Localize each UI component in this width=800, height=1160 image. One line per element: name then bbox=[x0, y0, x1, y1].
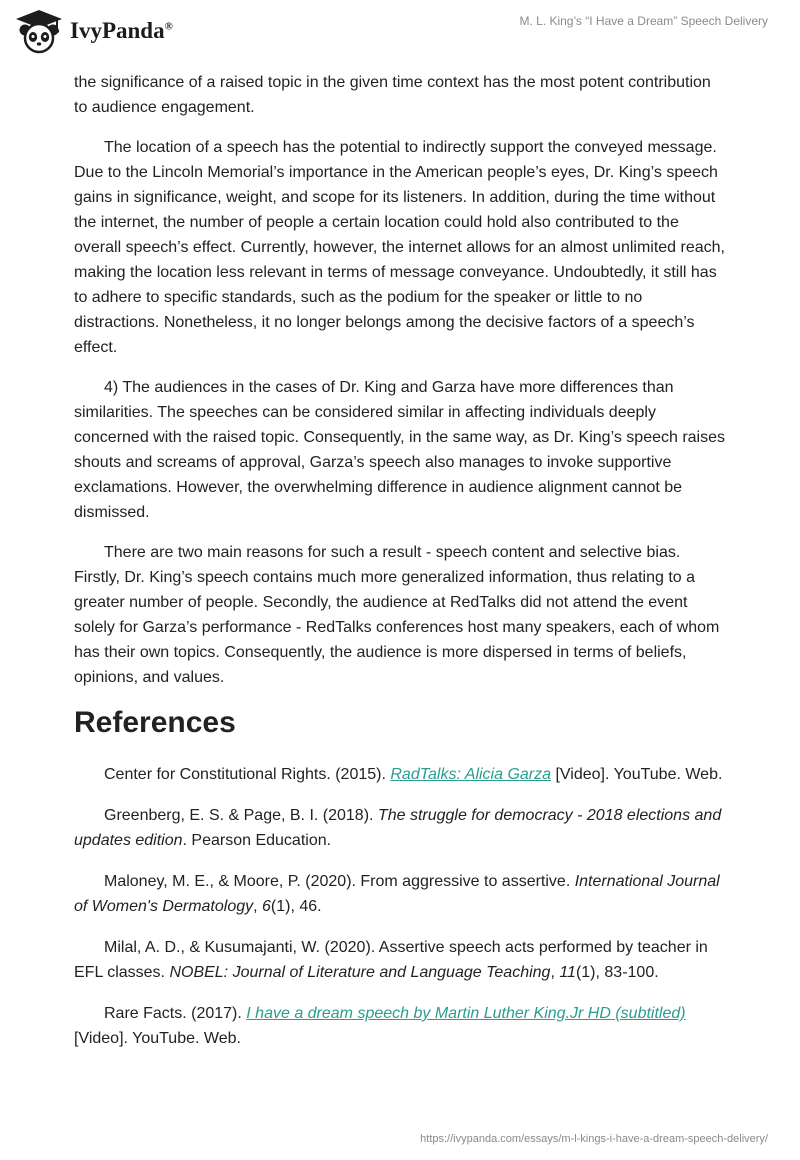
reference-item: Milal, A. D., & Kusumajanti, W. (2020). Assertive speech acts performed by teacher in EFL classes. NOBEL: Journal of Literature and Language Teaching, 11(1), 83-100. bbox=[74, 939, 708, 981]
logo-wordmark: IvyPanda® bbox=[70, 18, 173, 43]
reference-link-radtalks[interactable]: RadTalks: Alicia Garza bbox=[390, 766, 552, 783]
footer-url[interactable]: https://ivypanda.com/essays/m-l-kings-i-have-a-dream-speech-delivery/ bbox=[420, 1133, 768, 1145]
reference-item: Greenberg, E. S. & Page, B. I. (2018). The struggle for democracy - 2018 elections and updates edition. Pearson Education. bbox=[74, 807, 722, 849]
reference-item: Center for Constitutional Rights. (2015). RadTalks: Alicia Garza [Video]. YouTube. Web. bbox=[104, 766, 723, 783]
paragraph-audiences: 4) The audiences in the cases of Dr. King and Garza have more differences than similarities. The speeches can be considered similar in affecting individuals deeply concerned with the raised topic. Consequently, in the same way, as Dr. King’s speech raises shouts and screams of approval, Garza’s speech also manages to invoke supportive exclamations. However, the overwhelming difference in audience alignment cannot be dismissed. bbox=[74, 379, 726, 521]
references-heading: References bbox=[74, 706, 236, 739]
panda-graduation-icon bbox=[14, 8, 64, 54]
reference-item: Maloney, M. E., & Moore, P. (2020). From aggressive to assertive. International Journal of Women's Dermatology, 6(1), 46. bbox=[74, 873, 720, 915]
ivypanda-logo[interactable] bbox=[14, 8, 173, 54]
page-header bbox=[0, 0, 800, 68]
reference-item: Rare Facts. (2017). I have a dream speech by Martin Luther King.Jr HD (subtitled) [Video]. YouTube. Web. bbox=[74, 1005, 686, 1047]
paragraph-reasons: There are two main reasons for such a result - speech content and selective bias. Firstly, Dr. King’s speech contains much more generalized information, thus relating to a greater number of people. Secondly, the audience at RedTalks did not attend the event solely for Garza’s performance - RedTalks conferences host many speakers, each of whom has their own topics. Consequently, the audience is more dispersed in terms of beliefs, opinions, and values. bbox=[74, 544, 720, 686]
document-title: M. L. King’s “I Have a Dream” Speech Delivery bbox=[519, 14, 768, 28]
reference-link-dream-speech[interactable]: I have a dream speech by Martin Luther King.Jr HD (subtitled) bbox=[246, 1005, 686, 1022]
paragraph-location: The location of a speech has the potential to indirectly support the conveyed message. Due to the Lincoln Memorial’s importance in the American people’s eyes, Dr. King’s speech gains in significance, weight, and scope for its listeners. In addition, during the time without the internet, the number of people a certain location could hold also contributed to the overall speech’s effect. Currently, however, the internet allows for an almost unlimited reach, making the location less relevant in terms of message conveyance. Undoubtedly, it still has to adhere to specific standards, such as the podium for the speaker or little to no distractions. Nonetheless, it no longer belongs among the decisive factors of a speech’s effect. bbox=[74, 139, 725, 356]
essay-content bbox=[74, 70, 726, 1067]
paragraph-continuation: the significance of a raised topic in the given time context has the most potent contribution to audience engagement. bbox=[74, 74, 711, 116]
